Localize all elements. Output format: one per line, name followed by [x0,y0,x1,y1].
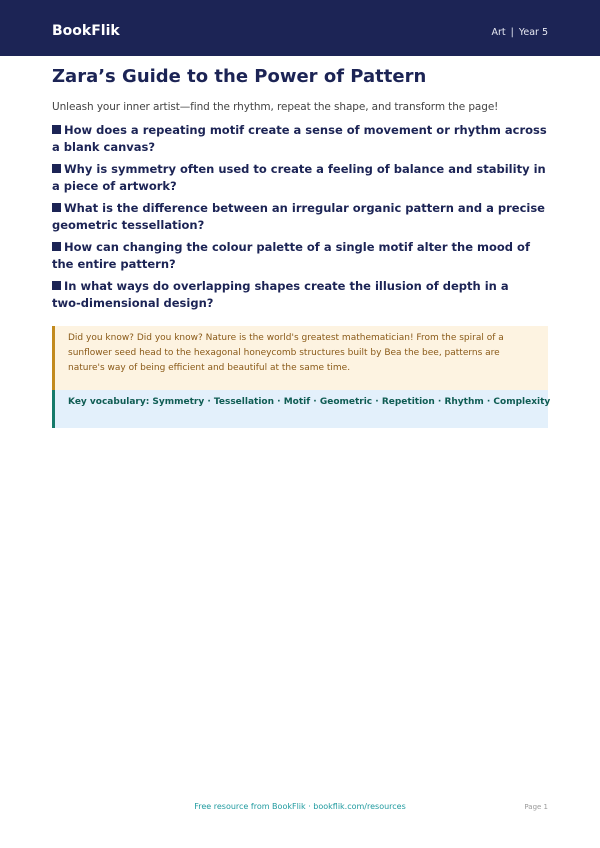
level-label: Year 5 [518,27,548,38]
question-text: In what ways do overlapping shapes create the illusion of depth in a [64,279,509,293]
page-subtitle: Unleash your inner artist—find the rhythm, repeat the shape, and transform the page! [52,101,499,113]
page-number: Page 1 [524,803,548,811]
page-title: Zara’s Guide to the Power of Pattern [52,66,427,87]
square-bullet-icon [52,203,61,212]
did-you-know-callout [52,326,548,390]
brand-logo[interactable]: BookFlik [52,23,120,39]
question-list [52,122,552,317]
question-text: Why is symmetry often used to create a feeling of balance and stability in a piece of artwork? [52,162,546,193]
square-bullet-icon [52,281,61,290]
question-text: How does a repeating motif create a sense of movement or rhythm across a blank canvas? [52,123,547,154]
question-text: How can changing the colour palette of a single motif alter the mood of the entire pattern? [52,240,530,271]
key-vocabulary-callout [52,390,551,428]
header-bar [0,0,600,56]
header-meta [491,27,548,39]
did-you-know-text: Did you know? Did you know? Nature is the world's greatest mathematician! From the spiral of a sunflower seed head to the hexagonal honeycomb structures built by Bea the bee, patterns are nature's way of being efficient and beautiful at the same time. [68,333,504,373]
question-item [52,239,552,273]
key-vocabulary-text: Key vocabulary: Symmetry · Tessellation · Motif · Geometric · Repetition · Rhythm · Complexity [68,397,551,407]
question-text-continued: two-dimensional design? [52,296,214,310]
square-bullet-icon [52,164,61,173]
question-text: What is the difference between an irregular organic pattern and a precise geometric tessellation? [52,201,545,232]
question-item [52,122,552,156]
square-bullet-icon [52,125,61,134]
question-item [52,278,552,312]
subject-label: Art [491,27,506,38]
square-bullet-icon [52,242,61,251]
footer-resource-link[interactable]: Free resource from BookFlik · bookflik.com/resources [194,802,406,811]
question-item [52,161,552,195]
question-item [52,200,552,234]
meta-separator: | [510,27,514,38]
